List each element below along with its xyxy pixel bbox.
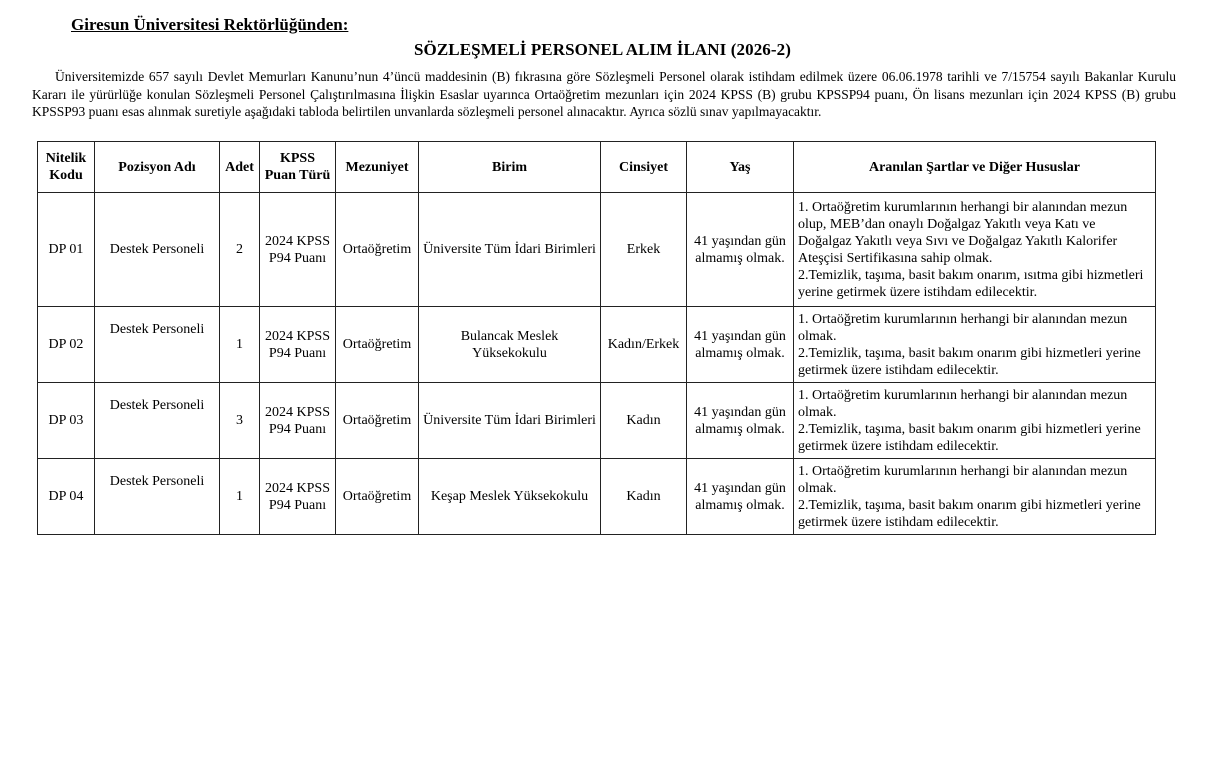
intro-paragraph: Üniversitemizde 657 sayılı Devlet Memurları Kanunu’nun 4’üncü maddesinin (B) fıkrasına göre Sözleşmeli Personel olarak istihdam edilmek üzere 06.06.1978 tarihli ve 7/15754 sayılı Bakanlar Kurulu Kararı ile yürürlüğe konulan Sözleşmeli Personel Çalıştırılmasına İlişkin Esaslar uyarınca Ortaöğretim mezunları için 2024 KPSS (B) grubu KPSSP94 puanı, Ön lisans mezunları için 2024 KPSS (B) grubu KPSSP93 puanı esas alınmak suretiyle aşağıdaki tabloda belirtilen unvanlarda sözleşmeli personel alınacaktır. Ayrıca sözlü sınav yapılmayacaktır. [32,69,1176,119]
positions-table [37,141,1156,535]
cell-gender: Kadın/Erkek [601,307,687,383]
cell-education: Ortaöğretim [336,383,419,459]
cell-requirements [794,193,1156,307]
position-label: Destek Personeli [109,322,205,337]
cell-count: 3 [220,383,260,459]
cell-kpss: 2024 KPSS P94 Puanı [260,459,336,535]
cell-unit: Üniversite Tüm İdari Birimleri [419,383,601,459]
cell-code: DP 04 [38,459,95,535]
cell-code: DP 01 [38,193,95,307]
requirement-1: 1. Ortaöğretim kurumlarının herhangi bir alanından mezun olmak. [798,463,1128,496]
table-row [38,459,1156,535]
cell-code: DP 03 [38,383,95,459]
header-unit: Birim [419,142,601,193]
header-gender: Cinsiyet [601,142,687,193]
header-position: Pozisyon Adı [95,142,220,193]
cell-age: 41 yaşından gün almamış olmak. [687,307,794,383]
cell-count: 1 [220,307,260,383]
cell-requirements [794,307,1156,383]
cell-requirements [794,383,1156,459]
cell-kpss: 2024 KPSS P94 Puanı [260,383,336,459]
cell-code: DP 02 [38,307,95,383]
requirement-2: 2.Temizlik, taşıma, basit bakım onarım gibi hizmetleri yerine getirmek üzere istihdam edilecektir. [798,421,1141,454]
cell-gender: Kadın [601,459,687,535]
cell-count: 1 [220,459,260,535]
cell-age: 41 yaşından gün almamış olmak. [687,193,794,307]
cell-position [95,383,220,459]
cell-kpss: 2024 KPSS P94 Puanı [260,193,336,307]
cell-unit: Bulancak Meslek Yüksekokulu [419,307,601,383]
document-title: SÖZLEŞMELİ PERSONEL ALIM İLANI (2026-2) [413,40,792,59]
header-count: Adet [220,142,260,193]
cell-education: Ortaöğretim [336,459,419,535]
table-row [38,193,1156,307]
requirement-1: 1. Ortaöğretim kurumlarının herhangi bir alanından mezun olmak. [798,311,1128,344]
cell-requirements [794,459,1156,535]
requirement-2: 2.Temizlik, taşıma, basit bakım onarım gibi hizmetleri yerine getirmek üzere istihdam edilecektir. [798,345,1141,378]
cell-count: 2 [220,193,260,307]
header-requirements: Aranılan Şartlar ve Diğer Hususlar [794,142,1156,193]
document-header: Giresun Üniversitesi Rektörlüğünden: [71,15,349,34]
cell-position [95,307,220,383]
header-education: Mezuniyet [336,142,419,193]
cell-education: Ortaöğretim [336,307,419,383]
cell-gender: Kadın [601,383,687,459]
header-kpss: KPSS Puan Türü [260,142,336,193]
position-label: Destek Personeli [109,398,205,413]
cell-unit: Üniversite Tüm İdari Birimleri [419,193,601,307]
requirement-2: 2.Temizlik, taşıma, basit bakım onarım gibi hizmetleri yerine getirmek üzere istihdam edilecektir. [798,497,1141,530]
cell-age: 41 yaşından gün almamış olmak. [687,459,794,535]
position-label: Destek Personeli [109,474,205,489]
requirement-1: 1. Ortaöğretim kurumlarının herhangi bir alanından mezun olup, MEB’dan onaylı Doğalgaz Yakıtlı veya Katı ve Doğalgaz Yakıtlı veya Sıvı ve Doğalgaz Yakıtlı Kalorifer Ateşçisi Sertifikasına sahip olmak. [798,199,1128,266]
header-age: Yaş [687,142,794,193]
requirement-2: 2.Temizlik, taşıma, basit bakım onarım, ısıtma gibi hizmetleri yerine getirmek üzere istihdam edilecektir. [798,267,1144,300]
cell-position [95,459,220,535]
cell-kpss: 2024 KPSS P94 Puanı [260,307,336,383]
cell-gender: Erkek [601,193,687,307]
cell-education: Ortaöğretim [336,193,419,307]
table-row [38,307,1156,383]
table-row [38,383,1156,459]
cell-age: 41 yaşından gün almamış olmak. [687,383,794,459]
header-code: Nitelik Kodu [38,142,95,193]
table-header-row [38,142,1156,193]
cell-position: Destek Personeli [95,193,220,307]
requirement-1: 1. Ortaöğretim kurumlarının herhangi bir alanından mezun olmak. [798,387,1128,420]
cell-unit: Keşap Meslek Yüksekokulu [419,459,601,535]
